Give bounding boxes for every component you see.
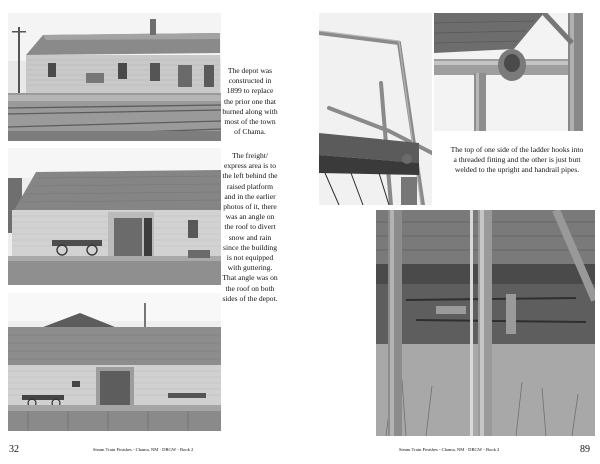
freight-area-photo — [8, 148, 221, 285]
page-number-left: 32 — [9, 444, 19, 455]
depot-photo — [8, 13, 221, 141]
left-page — [0, 0, 298, 464]
depot-end-photo — [8, 293, 221, 431]
threaded-fitting-photo — [434, 13, 583, 131]
running-footer-left: Steam Train Finishes - Chama, NM · DRGW - Book 2 — [93, 447, 194, 452]
running-footer-right: Steam Train Finishes - Chama, NM · DRGW - Book 2 — [399, 447, 500, 452]
depot-history-caption: The depot was constructed in 1899 to replace the prior one that burned along with most of the town of Chama. — [222, 66, 278, 137]
ladder-top-photo — [319, 13, 432, 205]
freight-area-caption: The freight/ express area is to the left behind the raised platform and in the earlier photos of it, there was an angle on the roof to divert snow and rain since the building is not equipped with guttering. That angle was on the roof on both sides of the depot. — [222, 151, 278, 303]
ladder-base-photo — [376, 210, 595, 436]
right-page — [302, 0, 600, 464]
ladder-fitting-caption: The top of one side of the ladder hooks into a threaded fitting and the other is just butt welded to the upright and handrail pipes. — [450, 145, 584, 175]
page-number-right: 89 — [580, 444, 590, 455]
